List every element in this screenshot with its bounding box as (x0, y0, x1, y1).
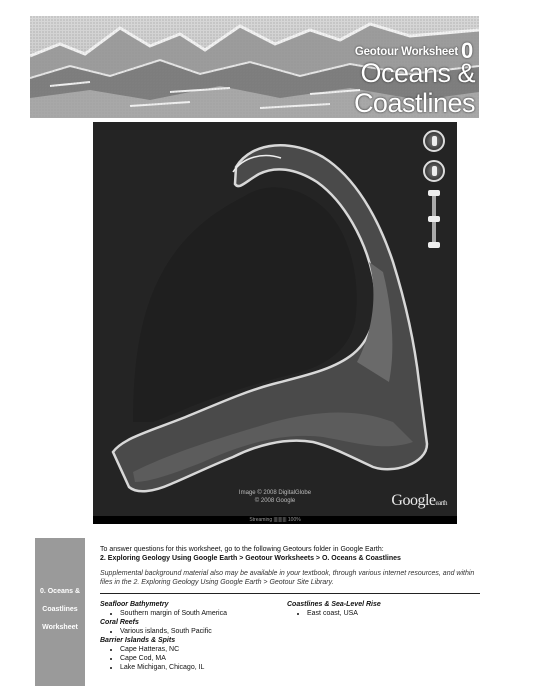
move-joystick-icon[interactable] (423, 160, 445, 182)
imagery-credit-1: Image © 2008 DigitalGlobe (238, 490, 312, 496)
topic-item: • Cape Cod, MA (120, 654, 285, 663)
zoom-slider[interactable] (432, 190, 436, 248)
topic-category: Coral Reefs (100, 619, 139, 626)
section-side-tab (35, 538, 85, 686)
topic-item: • Southern margin of South America (120, 609, 285, 618)
page-title-line2: Coastlines (353, 88, 475, 118)
supplemental-note: Supplemental background material also may be available in your textbook, through various internet resources, and within files in the 2. Exploring Geology Using Google Earth > Geotour Site Library. (100, 570, 475, 586)
side-tab-line1: 0. Oceans & (39, 588, 81, 595)
google-earth-logo: Googleearth (391, 492, 447, 509)
topic-item: • Various islands, South Pacific (120, 627, 285, 636)
topic-item: • East coast, USA (307, 609, 477, 618)
zoom-handle[interactable] (428, 216, 440, 222)
topic-item: • Lake Michigan, Chicago, IL (120, 663, 285, 672)
map-status-bar: Streaming |||||||||| 100% (93, 516, 457, 524)
look-joystick-icon[interactable] (423, 130, 445, 152)
imagery-credit-2: © 2008 Google (254, 498, 296, 504)
zoom-in-icon[interactable] (428, 190, 440, 196)
topics-column-2 (287, 600, 477, 618)
header-banner (30, 16, 479, 118)
topic-category: Coastlines & Sea-Level Rise (287, 601, 381, 608)
side-tab-line3: Worksheet (42, 624, 78, 631)
worksheet-text (100, 545, 480, 671)
topic-category: Barrier Islands & Spits (100, 637, 176, 644)
page-title-line1: Oceans & (360, 58, 475, 88)
google-earth-map[interactable] (93, 122, 457, 524)
topic-item: • Cape Hatteras, NC (120, 645, 285, 654)
side-tab-line2: Coastlines (42, 606, 78, 613)
cape-cod-satellite-image (93, 122, 457, 524)
navigation-controls (423, 130, 447, 248)
topic-category: Seafloor Bathymetry (100, 601, 169, 608)
geotours-folder-path: 2. Exploring Geology Using Google Earth > Geotour Worksheets > O. Oceans & Coastlines (100, 555, 401, 562)
zoom-out-icon[interactable] (428, 242, 440, 248)
divider (100, 593, 480, 594)
instruction-text: To answer questions for this worksheet, go to the following Geotours folder in Google Earth: (100, 546, 384, 553)
topics-column-1 (100, 600, 285, 672)
worksheet-label: Geotour Worksheet 0 (354, 38, 473, 63)
